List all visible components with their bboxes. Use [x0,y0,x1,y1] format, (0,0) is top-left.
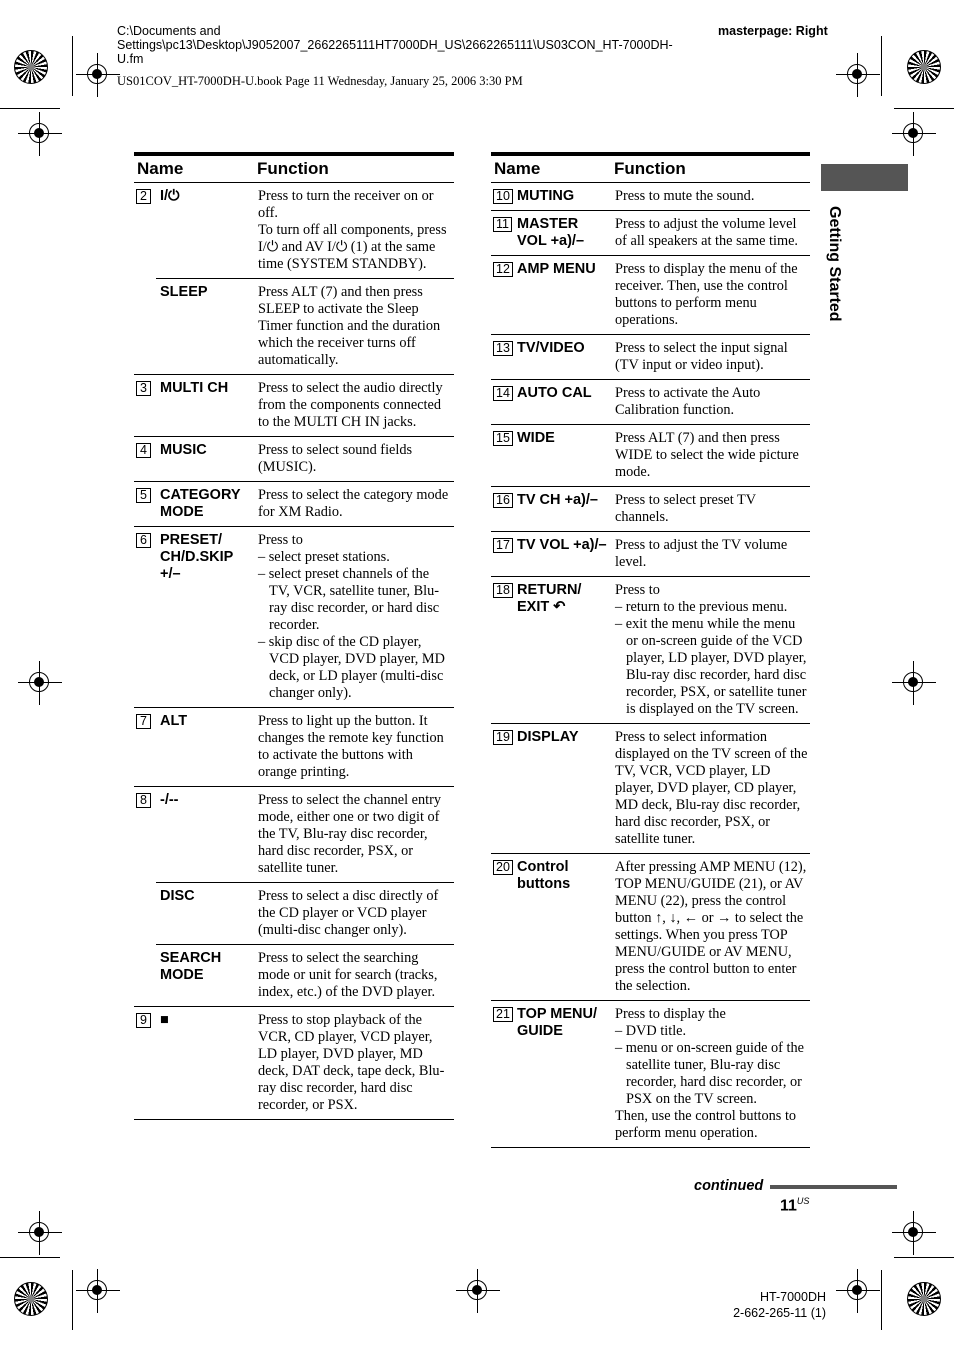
function-text: Press to adjust the TV volume level. [615,537,788,570]
button-function [611,335,810,380]
item-number-box: 6 [136,533,151,548]
section-tab-marker [821,164,908,191]
item-number [491,724,513,854]
function-text: After pressing AMP MENU (12), TOP MENU/GUIDE (21), or AV MENU (22), press the control button ↑, ↓, ← or → to select the settings. When you press TOP MENU/GUIDE or AV MENU, press the control button to enter the selection. [615,859,807,994]
book-info-line: US01COV_HT-7000DH-U.book Page 11 Wednesday, January 25, 2006 3:30 PM [117,74,523,88]
button-name: MUTING [513,183,611,211]
item-number-box: 21 [493,1007,513,1022]
function-text: Then, use the control buttons to perform menu operation. [615,1108,797,1141]
table-row [134,1007,454,1120]
right-function-table [491,152,810,1148]
button-name: MULTI CH [156,375,254,437]
button-function [611,724,810,854]
function-text: Press to select information displayed on the TV screen of the TV, VCR, VCD player, LD player, DVD player, CD player, MD deck, Blu-ray disc recorder, hard disc recorder, PSX, or satellite tuner. [615,729,808,847]
item-number [134,279,156,375]
button-function [254,945,454,1007]
button-name: MUSIC [156,437,254,482]
button-function [254,375,454,437]
item-number-box: 10 [493,189,513,204]
button-name: DISPLAY [513,724,611,854]
table-row [134,375,454,437]
function-text: Press to activate the Auto Calibration function. [615,385,761,418]
left-function-table [134,152,454,1120]
function-column-header: Function [254,154,454,183]
button-function [611,1001,810,1148]
function-text: To turn off all components, press I/⏻ and AV I/⏻ (1) at the same time (SYSTEM STANDBY). [258,222,447,272]
button-function [254,787,454,883]
button-name: ■ [156,1007,254,1120]
function-text: – DVD title. [615,1023,687,1039]
registration-mark-icon [907,1282,941,1316]
item-number [491,425,513,487]
button-function [254,437,454,482]
item-number-box: 15 [493,431,513,446]
button-function [611,487,810,532]
button-name: TOP MENU/ GUIDE [513,1001,611,1148]
item-number [134,482,156,527]
button-name: AMP MENU [513,256,611,335]
crosshair-icon [29,672,49,692]
table-row [491,577,810,724]
crosshair-icon [87,1280,107,1300]
button-function [254,527,454,708]
item-number [491,256,513,335]
item-number [491,487,513,532]
table-row [134,183,454,279]
crosshair-icon [903,123,923,143]
item-number-box: 20 [493,860,513,875]
function-text: Press to stop playback of the VCR, CD player, VCD player, LD player, DVD player, MD deck, DAT deck, tape deck, Blu-ray disc recorder, hard disc recorder, or PSX. [258,1012,445,1113]
function-text: Press to select the channel entry mode, either one or two digit of the TV, Blu-ray disc recorder, hard disc recorder, PSX, or satellite tuner. [258,792,442,876]
item-number-box: 4 [136,443,151,458]
item-number [491,211,513,256]
button-function [611,380,810,425]
item-number [134,375,156,437]
page-suffix: US [796,1196,810,1206]
function-text: Press to select the audio directly from the components connected to the MULTI CH IN jacks. [258,380,443,430]
button-function [611,183,810,211]
crosshair-icon [467,1280,487,1300]
item-number-box: 5 [136,488,151,503]
function-text: Press to select the category mode for XM Radio. [258,487,449,520]
item-number-box: 9 [136,1013,151,1028]
item-number [491,335,513,380]
item-number [134,883,156,945]
crosshair-icon [87,64,107,84]
item-number-box: 11 [493,217,512,232]
button-name: DISC [156,883,254,945]
function-text: Press to mute the sound. [615,188,755,204]
button-function [254,708,454,787]
function-text: – select preset channels of the TV, VCR, satellite tuner, Blu-ray disc recorder, or hard disc recorder. [258,566,440,633]
name-column-header: Name [491,154,611,183]
button-name: TV/VIDEO [513,335,611,380]
button-name: RETURN/ EXIT ↶ [513,577,611,724]
crosshair-icon [29,123,49,143]
continued-label: continued [694,1178,764,1194]
function-text: Press ALT (7) and then press WIDE to select the wide picture mode. [615,430,799,480]
function-text: Press to light up the button. It changes the remote key function to activate the buttons with orange printing. [258,713,444,780]
table-row [134,883,454,945]
function-text: Press to [258,532,303,548]
item-number-box: 17 [493,538,513,553]
function-text: – skip disc of the CD player, VCD player, DVD player, MD deck, or LD player (multi-disc changer only). [258,634,445,701]
function-text: Press to display the [615,1006,726,1022]
button-name: CATEGORY MODE [156,482,254,527]
button-name: ALT [156,708,254,787]
item-number [134,708,156,787]
item-number-box: 16 [493,493,513,508]
button-function [611,211,810,256]
button-name: SEARCH MODE [156,945,254,1007]
button-name: PRESET/ CH/D.SKIP +/– [156,527,254,708]
table-row [491,1001,810,1148]
button-function [611,256,810,335]
button-name: Control buttons [513,854,611,1001]
item-number [134,437,156,482]
model-number: HT-7000DH [760,1290,826,1304]
table-row [491,425,810,487]
button-name: I/⏻ [156,183,254,279]
function-text: Press to select the searching mode or unit for search (tracks, index, etc.) of the DVD player. [258,950,438,1000]
button-name: SLEEP [156,279,254,375]
item-number-box: 14 [493,386,513,401]
table-row [134,787,454,883]
table-row [491,183,810,211]
item-number-box: 18 [493,583,513,598]
table-row [491,724,810,854]
item-number-box: 19 [493,730,513,745]
button-name: TV CH +a)/– [513,487,611,532]
table-row [491,380,810,425]
page-number: $11^{US}$ [780,1196,810,1215]
button-function [254,883,454,945]
table-row [491,335,810,380]
item-number [134,945,156,1007]
crosshair-icon [903,1222,923,1242]
function-text: Press to select a disc directly of the CD player or VCD player (multi-disc changer only). [258,888,439,938]
item-number-box: 7 [136,714,151,729]
item-number [491,1001,513,1148]
button-function [611,854,810,1001]
crosshair-icon [847,64,867,84]
button-name: -/-- [156,787,254,883]
function-text: – exit the menu while the menu or on-screen guide of the VCD player, LD player, DVD player, Blu-ray disc recorder, hard disc recorder, PSX, or satellite tuner is displayed on the TV screen. [615,616,807,717]
item-number-box: 3 [136,381,151,396]
function-column-header: Function [611,154,810,183]
function-text: Press to select sound fields (MUSIC). [258,442,413,475]
item-number [491,183,513,211]
continued-bar [770,1185,897,1189]
item-number [134,183,156,279]
function-text: – return to the previous menu. [615,599,788,615]
name-column-header: Name [134,154,254,183]
button-name: MASTER VOL +a)/– [513,211,611,256]
table-row [134,437,454,482]
file-path: C:\Documents and Settings\pc13\Desktop\J9052007_2662265111HT7000DH_US\2662265111\US03CON_HT-7000DH-U.fm [117,24,673,66]
button-function [611,577,810,724]
table-row [134,279,454,375]
item-number [491,532,513,577]
function-text: Press to turn the receiver on or off. [258,188,434,221]
button-function [254,1007,454,1120]
button-function [611,532,810,577]
table-row [134,708,454,787]
table-row [134,482,454,527]
table-row [491,211,810,256]
function-text: Press to select the input signal (TV input or video input). [615,340,788,373]
button-function [254,183,454,279]
button-name: WIDE [513,425,611,487]
function-text: Press to select preset TV channels. [615,492,756,525]
table-row [491,854,810,1001]
registration-mark-icon [907,50,941,84]
item-number [491,380,513,425]
item-number [491,854,513,1001]
function-text: Press to [615,582,660,598]
item-number [491,577,513,724]
masterpage-label: masterpage: Right [718,24,828,38]
registration-mark-icon [14,50,48,84]
function-text: – select preset stations. [258,549,390,565]
function-text: Press to adjust the volume level of all speakers at the same time. [615,216,799,249]
crosshair-icon [847,1280,867,1300]
table-row [491,487,810,532]
button-function [611,425,810,487]
button-function [254,482,454,527]
crosshair-icon [903,672,923,692]
registration-mark-icon [14,1282,48,1316]
function-text: – menu or on-screen guide of the satellite tuner, Blu-ray disc recorder, hard disc recorder, or PSX on the TV screen. [615,1040,804,1107]
item-number-box: 13 [493,341,513,356]
button-function [254,279,454,375]
function-text: Press ALT (7) and then press SLEEP to activate the Sleep Timer function and the duration which the receiver turns off automatically. [258,284,441,368]
item-number [134,787,156,883]
table-row [491,256,810,335]
button-name: TV VOL +a)/– [513,532,611,577]
function-text: Press to display the menu of the receiver. Then, use the control buttons to perform menu operations. [615,261,798,328]
item-number-box: 2 [136,189,151,204]
item-number-box: 8 [136,793,151,808]
item-number-box: 12 [493,262,513,277]
table-row [134,945,454,1007]
part-number: 2-662-265-11 (1) [733,1306,826,1320]
crosshair-icon [29,1222,49,1242]
item-number [134,1007,156,1120]
table-row [491,532,810,577]
section-tab-label: Getting Started [826,206,843,322]
item-number [134,527,156,708]
table-row [134,527,454,708]
button-name: AUTO CAL [513,380,611,425]
